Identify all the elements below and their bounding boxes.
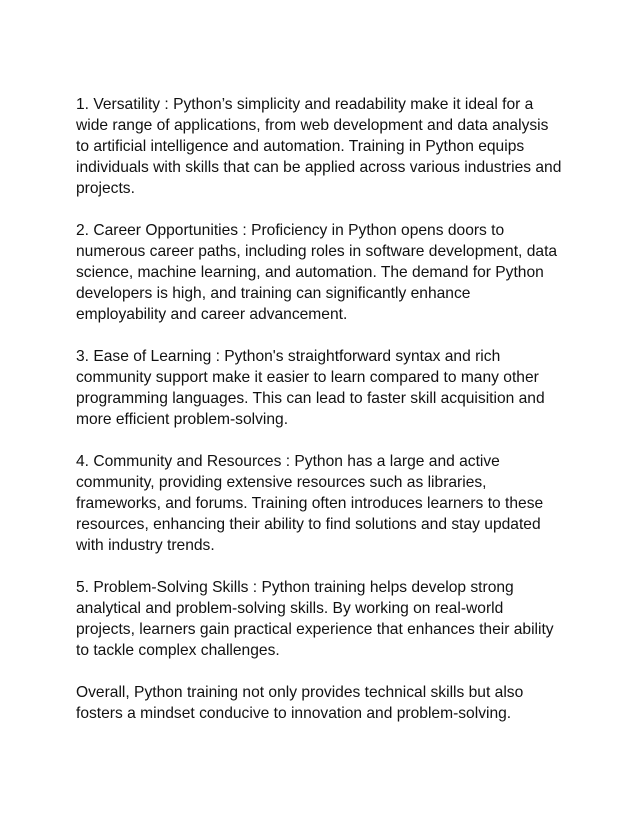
text-line: more efficient problem-solving. (76, 411, 289, 428)
text-line: fosters a mindset conducive to innovation and problem-solving. (76, 705, 512, 722)
text-line: 5. Problem-Solving Skills : Python training helps develop strong (76, 579, 514, 596)
text-line: developers is high, and training can significantly enhance (76, 285, 471, 302)
text-line: with industry trends. (76, 537, 215, 554)
text-line: projects, learners gain practical experience that enhances their ability (76, 621, 554, 638)
text-line: employability and career advancement. (76, 306, 348, 323)
text-line: to artificial intelligence and automation. Training in Python equips (76, 138, 525, 155)
text-line: analytical and problem-solving skills. By working on real-world (76, 600, 504, 617)
text-line: community, providing extensive resources such as libraries, (76, 474, 487, 491)
text-line: Overall, Python training not only provides technical skills but also (76, 684, 524, 701)
text-line: community support make it easier to learn compared to many other (76, 369, 539, 386)
text-line: individuals with skills that can be applied across various industries and (76, 159, 562, 176)
text-line: 3. Ease of Learning : Python's straightforward syntax and rich (76, 348, 501, 365)
paragraph-ease-of-learning (76, 346, 566, 430)
paragraph-community-resources (76, 451, 566, 556)
paragraph-problem-solving (76, 577, 566, 661)
text-line: to tackle complex challenges. (76, 642, 280, 659)
text-line: frameworks, and forums. Training often introduces learners to these (76, 495, 544, 512)
text-line: wide range of applications, from web development and data analysis (76, 117, 549, 134)
text-line: 4. Community and Resources : Python has a large and active (76, 453, 500, 470)
paragraph-versatility (76, 94, 566, 199)
document-body (76, 94, 566, 745)
text-line: projects. (76, 180, 135, 197)
text-line: numerous career paths, including roles in software development, data (76, 243, 558, 260)
text-line: programming languages. This can lead to faster skill acquisition and (76, 390, 545, 407)
text-line: 1. Versatility : Python’s simplicity and readability make it ideal for a (76, 96, 534, 113)
paragraph-overall (76, 682, 566, 724)
text-line: resources, enhancing their ability to find solutions and stay updated (76, 516, 541, 533)
paragraph-career-opportunities (76, 220, 566, 325)
text-line: 2. Career Opportunities : Proficiency in Python opens doors to (76, 222, 505, 239)
text-line: science, machine learning, and automation. The demand for Python (76, 264, 544, 281)
